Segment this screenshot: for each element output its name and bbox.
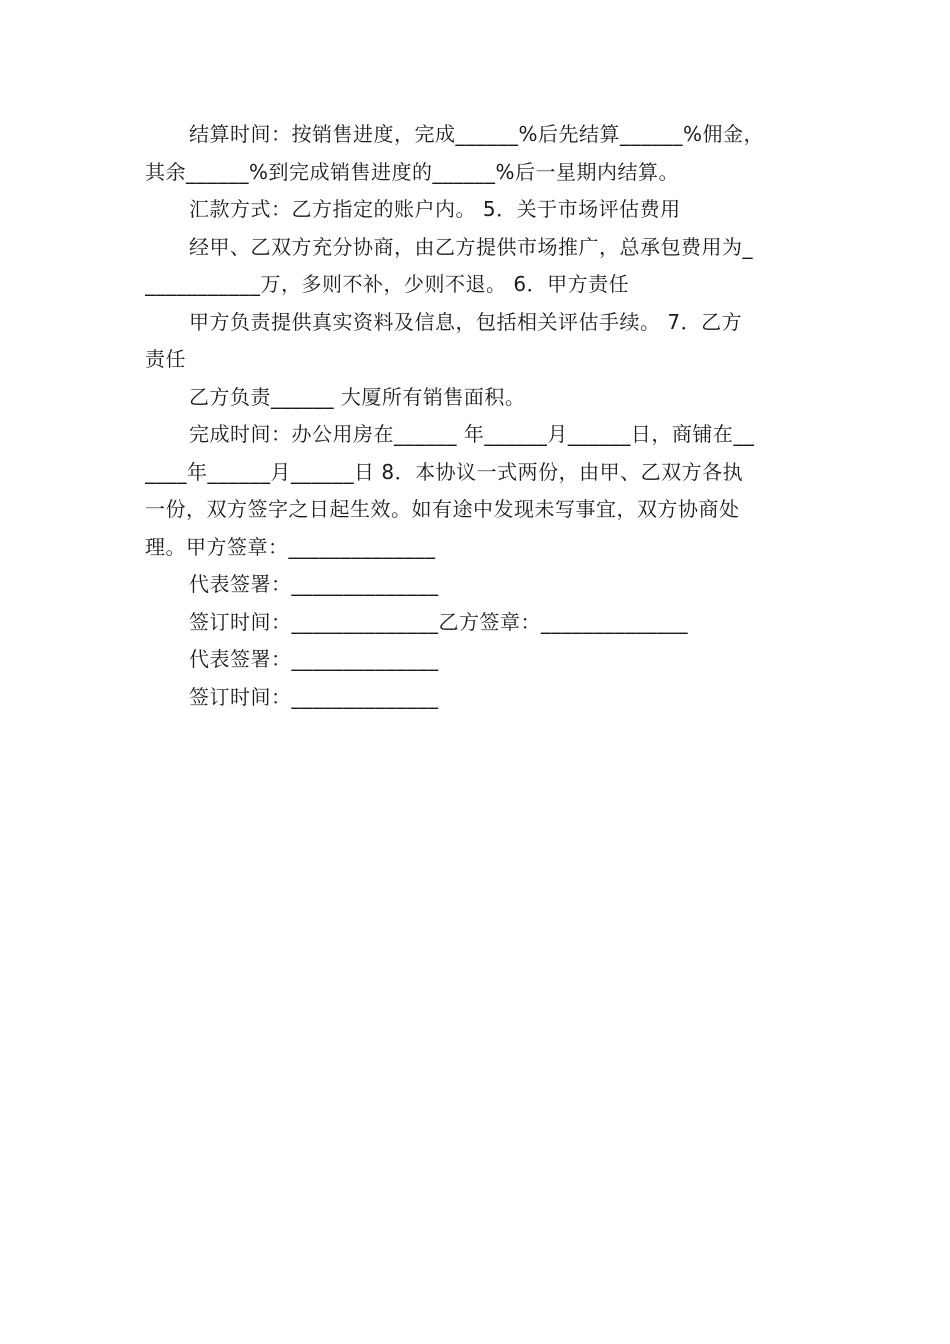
paragraph-line: ____年______月______日 8．本协议一式两份，由甲、乙双方各执: [145, 459, 744, 484]
paragraph-line: 经甲、乙双方充分协商，由乙方提供市场推广，总承包费用为_: [189, 234, 753, 259]
representative-signature-line: 代表签署：______________: [189, 647, 439, 671]
paragraph-line: 责任: [145, 347, 186, 371]
paragraph-line: 甲方负责提供真实资料及信息，包括相关评估手续。 7．乙方: [189, 309, 743, 334]
representative-signature-line: 代表签署：______________: [189, 572, 439, 596]
document-page: [145, 116, 810, 716]
paragraph-line: 乙方负责______ 大厦所有销售面积。: [189, 384, 526, 409]
paragraph-line: 一份，双方签字之日起生效。如有途中发现未写事宜，双方协商处: [145, 497, 740, 521]
paragraph-line: 汇款方式：乙方指定的账户内。 5．关于市场评估费用: [189, 197, 681, 221]
signature-line-party-a: 理。甲方签章：______________: [145, 534, 436, 559]
paragraph-line: 结算时间：按销售进度，完成______%后先结算______%佣金，: [189, 122, 765, 146]
paragraph-line: ___________万，多则不补，少则不退。 6．甲方责任: [145, 272, 630, 296]
paragraph-line: 其余______%到完成销售进度的______%后一星期内结算。: [145, 159, 680, 184]
signing-date-line: 签订时间：______________乙方签章：______________: [189, 609, 688, 634]
signing-date-line: 签订时间：______________: [189, 684, 439, 709]
paragraph-line: 完成时间：办公用房在______ 年______月______日，商铺在__: [189, 422, 755, 446]
